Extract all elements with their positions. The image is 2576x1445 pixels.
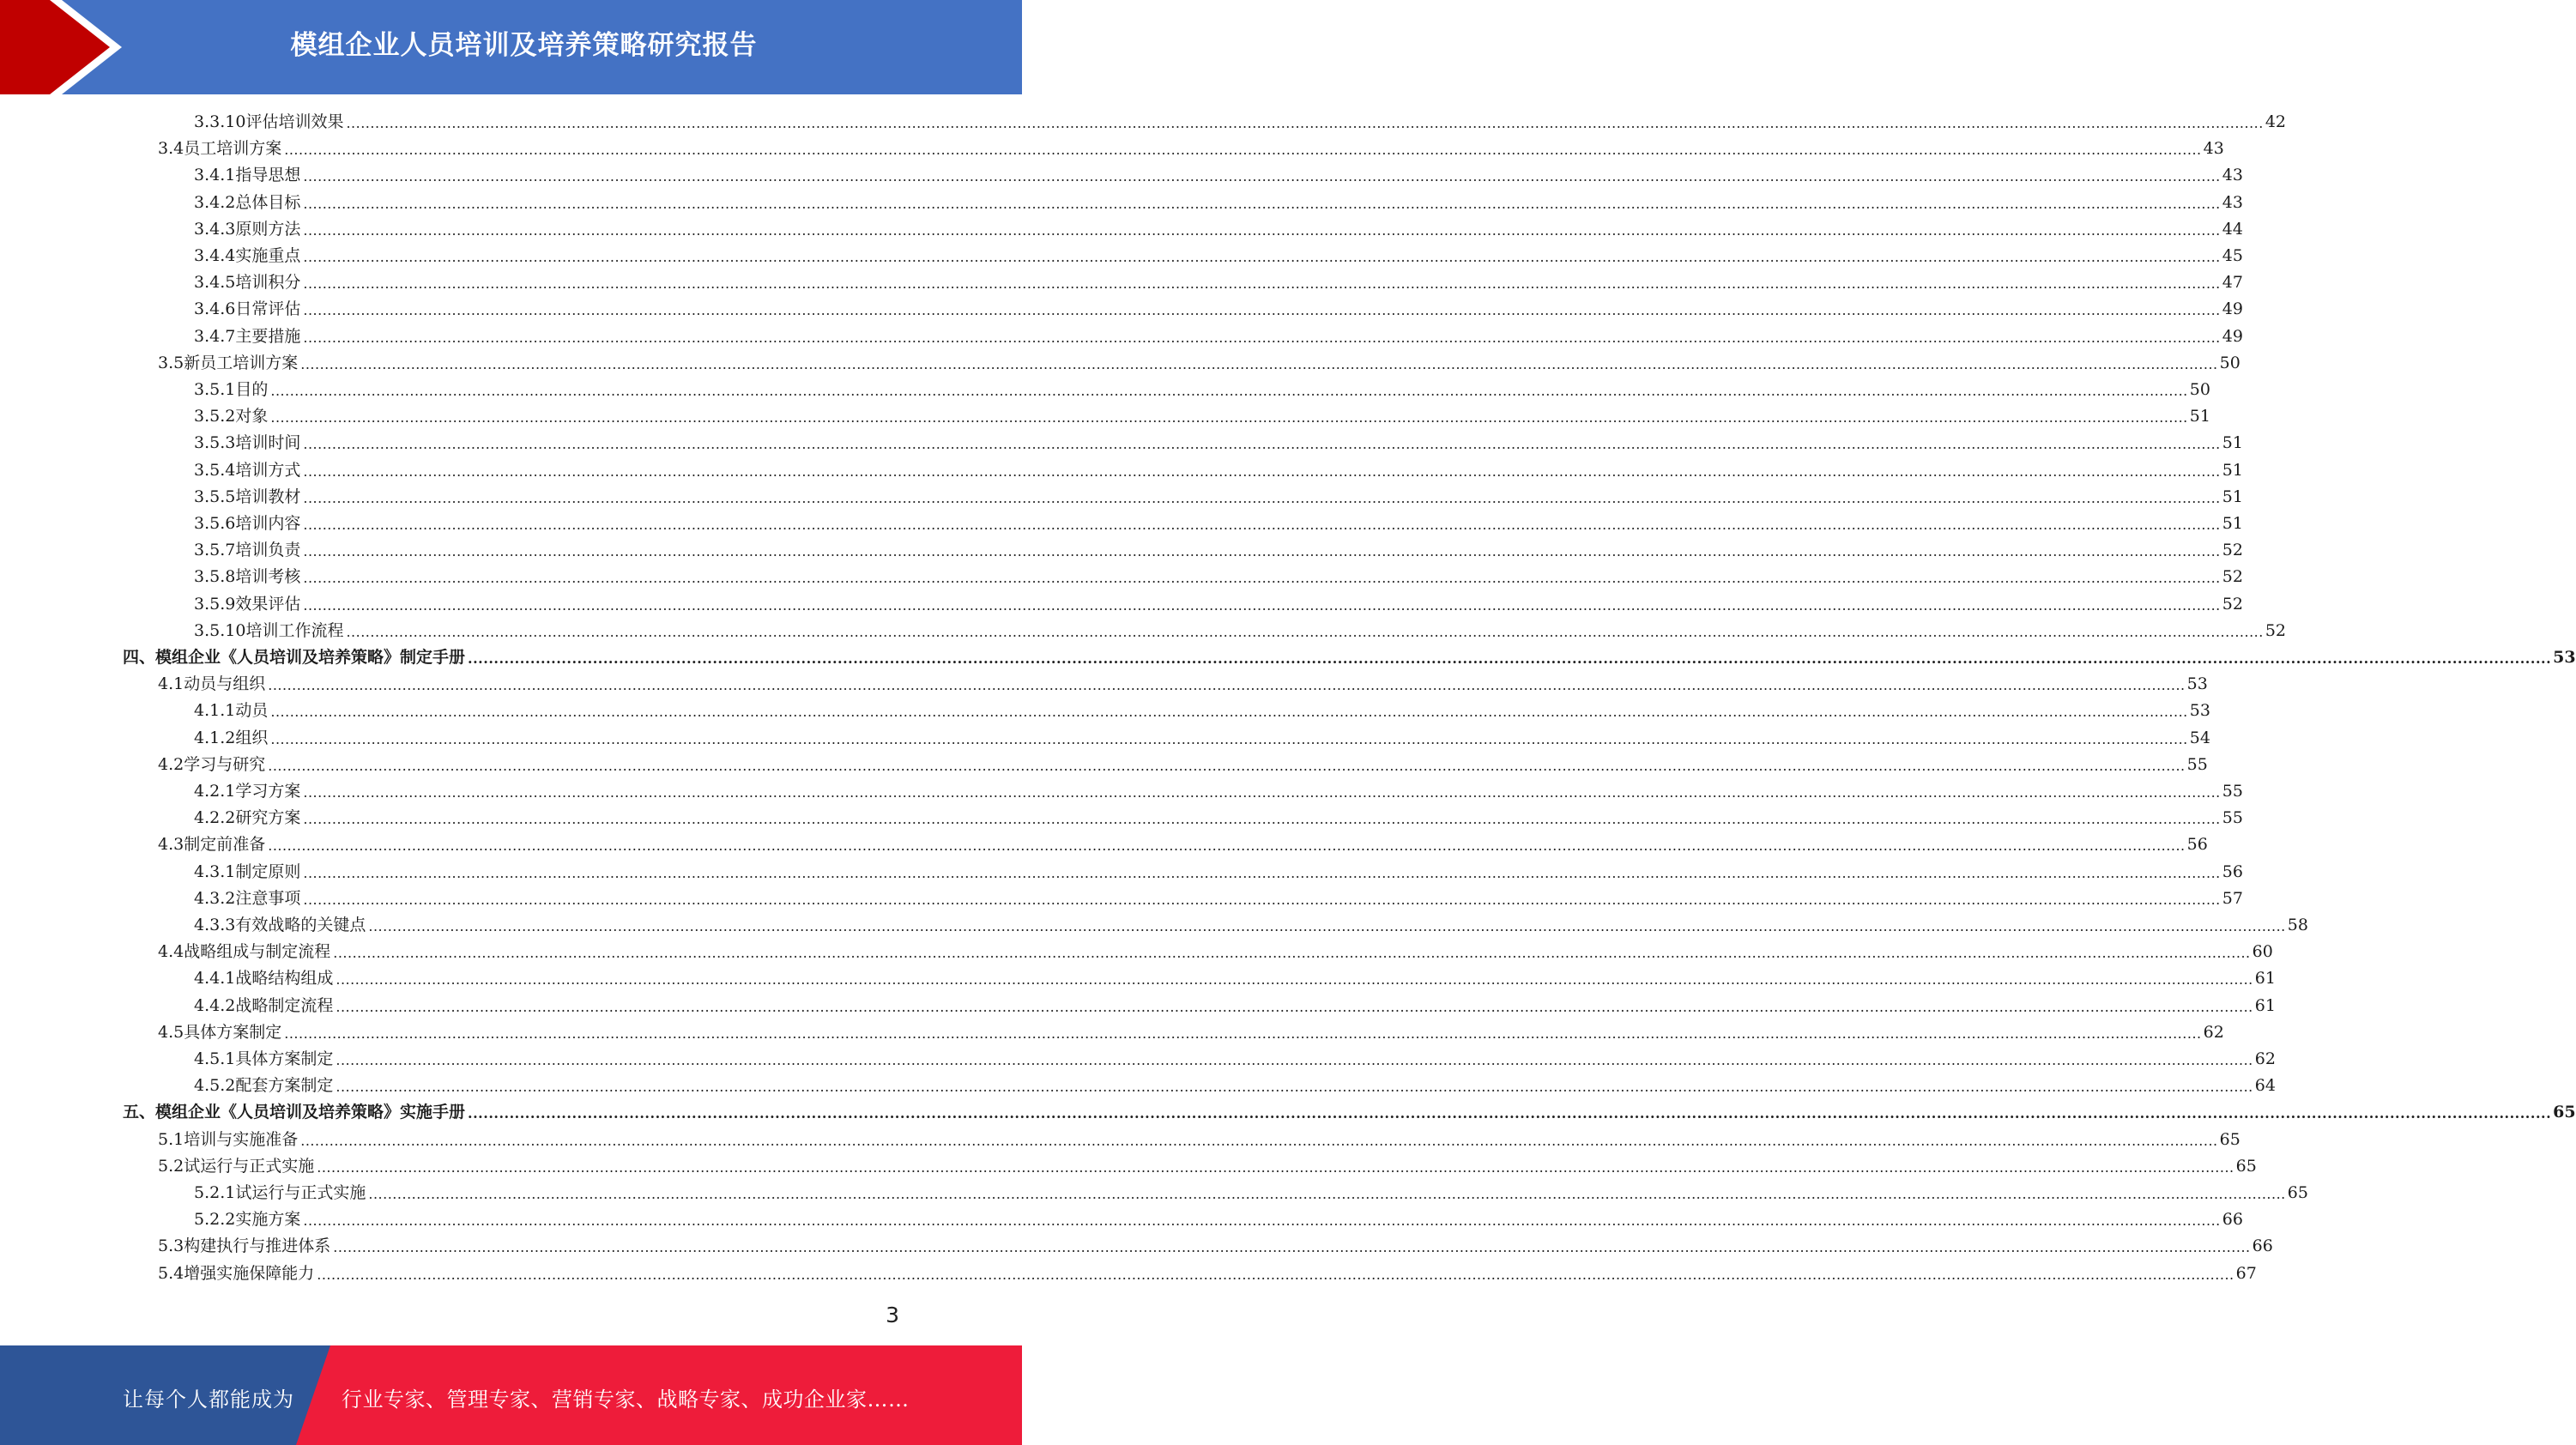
toc-entry-title: 培训教材 <box>235 487 301 506</box>
toc-dot-leader: ................................................................................................................................................................................................................................................................................................................................................................................................................ <box>333 1239 2251 1256</box>
toc-entry[interactable] <box>158 752 2208 777</box>
toc-entry[interactable] <box>194 377 2210 402</box>
toc-entry-title: 指导思想 <box>235 166 301 185</box>
toc-entry[interactable] <box>158 1261 2257 1286</box>
toc-entry-number: 3.5.4 <box>194 460 236 480</box>
toc-entry-page: 53 <box>2186 674 2208 694</box>
toc-dot-leader: ................................................................................................................................................................................................................................................................................................................................................................................................................ <box>270 383 2188 399</box>
toc-entry-number: 4.2 <box>158 754 184 774</box>
toc-entry-page: 51 <box>2222 433 2243 453</box>
toc-entry-title: 培训与实施准备 <box>184 1129 299 1149</box>
toc-entry-page: 56 <box>2222 862 2243 881</box>
toc-dot-leader: ................................................................................................................................................................................................................................................................................................................................................................................................................ <box>317 1158 2234 1176</box>
toc-dot-leader: ................................................................................................................................................................................................................................................................................................................................................................................................................ <box>317 1266 2234 1283</box>
toc-entry-number: 3.4.7 <box>194 326 236 346</box>
toc-entry-title: 模组企业《人员培训及培养策略》实施手册 <box>155 1103 466 1122</box>
toc-entry-title: 原则方法 <box>235 219 301 239</box>
toc-entry-number: 3.5.2 <box>194 407 236 426</box>
toc-entry[interactable] <box>194 457 2243 483</box>
toc-entry-title: 学习与研究 <box>184 754 266 774</box>
toc-dot-leader: ................................................................................................................................................................................................................................................................................................................................................................................................................ <box>303 543 2221 560</box>
toc-entry-page: 50 <box>2219 353 2240 372</box>
toc-entry-title: 培训工作流程 <box>245 620 344 640</box>
toc-entry-number: 3.4 <box>158 139 184 159</box>
toc-dot-leader: ................................................................................................................................................................................................................................................................................................................................................................................................................ <box>303 1212 2221 1230</box>
toc-dot-leader: ................................................................................................................................................................................................................................................................................................................................................................................................................ <box>303 195 2221 212</box>
toc-entry-title: 员工培训方案 <box>184 139 282 159</box>
toc-entry-title: 战略组成与制定流程 <box>184 942 331 962</box>
toc-entry-page: 52 <box>2222 567 2243 587</box>
toc-entry-title: 组织 <box>235 728 269 747</box>
toc-entry-number: 五、 <box>123 1103 156 1122</box>
report-title: 模组企业人员培训及培养策略研究报告 <box>290 30 758 61</box>
toc-entry-title: 培训考核 <box>235 567 301 587</box>
toc-entry-page: 65 <box>2287 1183 2308 1202</box>
toc-entry-number: 3.4.2 <box>194 192 236 212</box>
toc-entry[interactable] <box>194 109 2287 135</box>
toc-dot-leader: ................................................................................................................................................................................................................................................................................................................................................................................................................ <box>336 971 2253 989</box>
toc-entry-title: 战略制定流程 <box>235 995 334 1015</box>
toc-dot-leader: ................................................................................................................................................................................................................................................................................................................................................................................................................ <box>303 570 2221 587</box>
toc-dot-leader: ................................................................................................................................................................................................................................................................................................................................................................................................................ <box>336 998 2253 1015</box>
toc-entry[interactable] <box>158 136 2224 161</box>
toc-entry[interactable] <box>194 537 2243 563</box>
toc-entry-title: 制定前准备 <box>184 835 266 855</box>
toc-entry[interactable] <box>194 243 2243 269</box>
toc-dot-leader: ................................................................................................................................................................................................................................................................................................................................................................................................................ <box>303 275 2221 293</box>
toc-entry-page: 64 <box>2254 1076 2276 1096</box>
toc-entry-title: 具体方案制定 <box>235 1049 334 1068</box>
toc-entry-page: 43 <box>2222 166 2243 185</box>
toc-entry-title: 培训方式 <box>235 460 301 480</box>
toc-entry-page: 60 <box>2252 942 2273 962</box>
toc-entry-page: 57 <box>2222 888 2243 908</box>
toc-dot-leader: ................................................................................................................................................................................................................................................................................................................................................................................................................ <box>303 596 2221 614</box>
toc-entry-number: 3.5.10 <box>194 620 246 640</box>
toc-entry-number: 3.5.8 <box>194 567 236 587</box>
toc-entry-number: 3.5.6 <box>194 514 236 533</box>
toc-entry-title: 效果评估 <box>235 594 301 614</box>
toc-dot-leader: ................................................................................................................................................................................................................................................................................................................................................................................................................ <box>284 1025 2202 1042</box>
toc-entry[interactable] <box>158 671 2208 697</box>
toc-entry-number: 4.3.1 <box>194 862 236 881</box>
toc-entry-title: 培训时间 <box>235 433 301 453</box>
toc-dot-leader: ................................................................................................................................................................................................................................................................................................................................................................................................................ <box>303 221 2221 239</box>
toc-entry[interactable] <box>158 939 2273 964</box>
toc-dot-leader: ................................................................................................................................................................................................................................................................................................................................................................................................................ <box>284 142 2202 159</box>
toc-entry-number: 4.1.1 <box>194 701 236 721</box>
toc-entry-title: 有效战略的关键点 <box>235 916 366 934</box>
toc-entry-number: 5.4 <box>158 1263 184 1283</box>
footer-slogan-right: 行业专家、管理专家、营销专家、战略专家、成功企业家…… <box>342 1388 910 1412</box>
toc-entry-number: 5.3 <box>158 1236 184 1256</box>
toc-entry[interactable] <box>194 484 2243 510</box>
page-header <box>0 0 1022 94</box>
toc-entry-number: 4.5.2 <box>194 1076 236 1096</box>
toc-entry-title: 实施重点 <box>235 246 301 265</box>
toc-entry-number: 4.2.2 <box>194 808 236 828</box>
toc-entry-title: 构建执行与推进体系 <box>184 1236 331 1256</box>
toc-entry-page: 66 <box>2252 1236 2273 1256</box>
toc-entry-number: 3.5.9 <box>194 594 236 614</box>
toc-entry-page: 55 <box>2222 808 2243 828</box>
toc-entry-page: 53 <box>2189 701 2210 721</box>
page-footer <box>0 1345 1022 1445</box>
toc-entry[interactable] <box>194 216 2243 242</box>
toc-dot-leader: ................................................................................................................................................................................................................................................................................................................................................................................................................ <box>368 1186 2286 1202</box>
toc-entry[interactable] <box>158 831 2208 857</box>
toc-entry-page: 45 <box>2222 246 2243 265</box>
toc-entry-title: 注意事项 <box>235 888 301 908</box>
toc-entry-page: 54 <box>2189 728 2210 747</box>
toc-dot-leader: ................................................................................................................................................................................................................................................................................................................................................................................................................ <box>303 891 2221 908</box>
toc-entry-title: 研究方案 <box>235 808 301 828</box>
toc-entry-title: 学习方案 <box>235 782 301 801</box>
toc-entry-page: 51 <box>2189 407 2210 426</box>
toc-entry[interactable] <box>194 912 2308 938</box>
toc-entry-number: 5.2 <box>158 1156 184 1176</box>
toc-dot-leader: ................................................................................................................................................................................................................................................................................................................................................................................................................ <box>268 757 2186 774</box>
toc-entry-page: 44 <box>2222 219 2243 239</box>
toc-entry-title: 总体目标 <box>235 192 301 212</box>
toc-entry[interactable] <box>123 644 2576 670</box>
toc-entry-title: 实施方案 <box>235 1210 301 1230</box>
toc-entry-page: 66 <box>2222 1210 2243 1230</box>
toc-entry-page: 51 <box>2222 514 2243 533</box>
toc-entry[interactable] <box>194 886 2243 911</box>
toc-entry-number: 3.4.4 <box>194 246 236 265</box>
toc-entry-number: 5.1 <box>158 1129 184 1149</box>
toc-entry-number: 4.4 <box>158 942 184 962</box>
toc-entry-page: 55 <box>2186 754 2208 774</box>
toc-dot-leader: ................................................................................................................................................................................................................................................................................................................................................................................................................ <box>303 249 2221 265</box>
toc-entry[interactable] <box>194 403 2210 429</box>
toc-entry[interactable] <box>158 1233 2273 1259</box>
toc-entry[interactable] <box>194 859 2243 885</box>
toc-dot-leader: ................................................................................................................................................................................................................................................................................................................................................................................................................ <box>303 864 2221 881</box>
toc-dot-leader: ................................................................................................................................................................................................................................................................................................................................................................................................................ <box>303 168 2221 185</box>
toc-entry-page: 49 <box>2222 326 2243 346</box>
toc-entry-page: 58 <box>2287 916 2308 934</box>
toc-entry-title: 增强实施保障能力 <box>184 1263 315 1283</box>
toc-entry-number: 3.4.5 <box>194 273 236 293</box>
toc-entry-number: 4.1 <box>158 674 184 694</box>
toc-entry-page: 51 <box>2222 487 2243 506</box>
toc-entry-page: 51 <box>2222 460 2243 480</box>
toc-dot-leader: ................................................................................................................................................................................................................................................................................................................................................................................................................ <box>303 811 2221 828</box>
toc-entry-page: 50 <box>2189 380 2210 399</box>
toc-entry-page: 65 <box>2219 1129 2240 1149</box>
toc-entry-number: 4.1.2 <box>194 728 236 747</box>
toc-entry[interactable] <box>194 778 2243 804</box>
toc-entry-title: 战略结构组成 <box>235 969 334 989</box>
toc-entry-number: 3.4.1 <box>194 166 236 185</box>
toc-entry-number: 4.4.2 <box>194 995 236 1015</box>
toc-dot-leader: ................................................................................................................................................................................................................................................................................................................................................................................................................ <box>336 1079 2253 1096</box>
toc-entry-title: 配套方案制定 <box>235 1076 334 1096</box>
toc-dot-leader: ................................................................................................................................................................................................................................................................................................................................................................................................................ <box>303 517 2221 533</box>
toc-entry-page: 65 <box>2235 1156 2257 1176</box>
toc-dot-leader: ................................................................................................................................................................................................................................................................................................................................................................................................................ <box>336 1052 2253 1068</box>
toc-entry[interactable] <box>158 1127 2240 1152</box>
footer-slogan-left: 让每个人都能成为 <box>123 1388 294 1412</box>
toc-dot-leader: ................................................................................................................................................................................................................................................................................................................................................................................................................ <box>346 623 2264 640</box>
toc-entry-title: 具体方案制定 <box>184 1022 282 1042</box>
toc-entry-title: 试运行与正式实施 <box>235 1183 366 1202</box>
toc-dot-leader: ................................................................................................................................................................................................................................................................................................................................................................................................................ <box>268 837 2186 855</box>
toc-dot-leader: ................................................................................................................................................................................................................................................................................................................................................................................................................ <box>303 463 2221 480</box>
toc-entry-number: 3.3.10 <box>194 112 246 131</box>
toc-entry[interactable] <box>123 1099 2576 1125</box>
toc-entry-number: 3.5.3 <box>194 433 236 453</box>
toc-dot-leader: ................................................................................................................................................................................................................................................................................................................................................................................................................ <box>300 355 2218 372</box>
toc-dot-leader: ................................................................................................................................................................................................................................................................................................................................................................................................................ <box>333 945 2251 962</box>
toc-entry-page: 42 <box>2265 112 2287 131</box>
toc-entry[interactable] <box>194 430 2243 456</box>
toc-entry-title: 主要措施 <box>235 326 301 346</box>
toc-entry[interactable] <box>194 1206 2243 1232</box>
toc-entry-page: 43 <box>2222 192 2243 212</box>
toc-entry-title: 动员与组织 <box>184 674 266 694</box>
toc-dot-leader: ................................................................................................................................................................................................................................................................................................................................................................................................................ <box>303 302 2221 319</box>
toc-entry-title: 评估培训效果 <box>245 112 344 131</box>
toc-dot-leader: ................................................................................................................................................................................................................................................................................................................................................................................................................ <box>268 677 2186 694</box>
toc-entry-page: 52 <box>2222 594 2243 614</box>
toc-entry[interactable] <box>194 805 2243 831</box>
toc-entry[interactable] <box>194 698 2210 723</box>
toc-entry-number: 5.2.2 <box>194 1210 236 1230</box>
toc-entry-number: 4.5.1 <box>194 1049 236 1068</box>
toc-dot-leader: ................................................................................................................................................................................................................................................................................................................................................................................................................ <box>346 115 2264 131</box>
toc-entry-number: 3.5.1 <box>194 380 236 399</box>
toc-entry[interactable] <box>194 296 2243 322</box>
toc-entry-title: 试运行与正式实施 <box>184 1156 315 1176</box>
toc-entry-number: 3.5.7 <box>194 541 236 560</box>
toc-entry-page: 52 <box>2265 620 2287 640</box>
toc-entry-page: 47 <box>2222 273 2243 293</box>
toc-entry[interactable] <box>194 162 2243 188</box>
toc-entry-page: 55 <box>2222 782 2243 801</box>
toc-entry-page: 67 <box>2235 1263 2257 1283</box>
toc-entry-title: 日常评估 <box>235 299 301 319</box>
toc-entry-page: 49 <box>2222 299 2243 319</box>
page-number: 3 <box>886 1303 899 1327</box>
toc-entry[interactable] <box>194 564 2243 589</box>
toc-entry-title: 培训积分 <box>235 273 301 293</box>
toc-entry-page: 53 <box>2553 648 2576 667</box>
toc-entry-title: 培训负责 <box>235 541 301 560</box>
toc-entry-page: 43 <box>2203 139 2224 159</box>
toc-entry-title: 目的 <box>235 380 269 399</box>
toc-entry[interactable] <box>194 190 2243 215</box>
toc-entry-page: 52 <box>2222 541 2243 560</box>
toc-entry-title: 对象 <box>235 407 269 426</box>
toc-entry-page: 61 <box>2254 995 2276 1015</box>
toc-entry-number: 3.5 <box>158 353 184 372</box>
toc-entry-number: 4.3.3 <box>194 916 236 934</box>
toc-entry[interactable] <box>194 618 2287 644</box>
toc-dot-leader: ................................................................................................................................................................................................................................................................................................................................................................................................................ <box>303 489 2221 506</box>
toc-entry-page: 62 <box>2203 1022 2224 1042</box>
toc-entry[interactable] <box>158 1153 2257 1179</box>
toc-dot-leader: ................................................................................................................................................................................................................................................................................................................................................................................................................ <box>303 784 2221 801</box>
toc-entry[interactable] <box>194 993 2276 1019</box>
toc-entry-number: 3.4.3 <box>194 219 236 239</box>
toc-entry[interactable] <box>194 1073 2276 1098</box>
toc-dot-leader: ................................................................................................................................................................................................................................................................................................................................................................................................................ <box>468 1105 2552 1122</box>
toc-entry-number: 4.5 <box>158 1022 184 1042</box>
toc-entry-title: 动员 <box>235 701 269 721</box>
toc-entry[interactable] <box>194 323 2243 349</box>
toc-entry-title: 培训内容 <box>235 514 301 533</box>
toc-entry-page: 62 <box>2254 1049 2276 1068</box>
toc-entry[interactable] <box>194 591 2243 617</box>
toc-entry-page: 61 <box>2254 969 2276 989</box>
toc-entry-number: 四、 <box>123 648 156 667</box>
toc-entry-number: 4.3 <box>158 835 184 855</box>
toc-dot-leader: ................................................................................................................................................................................................................................................................................................................................................................................................................ <box>270 730 2188 747</box>
toc-dot-leader: ................................................................................................................................................................................................................................................................................................................................................................................................................ <box>468 650 2552 667</box>
toc-entry-page: 56 <box>2186 835 2208 855</box>
toc-dot-leader: ................................................................................................................................................................................................................................................................................................................................................................................................................ <box>303 329 2221 346</box>
toc-entry[interactable] <box>194 725 2210 751</box>
toc-dot-leader: ................................................................................................................................................................................................................................................................................................................................................................................................................ <box>300 1132 2218 1149</box>
toc-entry-number: 4.3.2 <box>194 888 236 908</box>
toc-entry-number: 3.4.6 <box>194 299 236 319</box>
toc-entry-title: 模组企业《人员培训及培养策略》制定手册 <box>155 648 466 667</box>
toc-entry[interactable] <box>158 1019 2224 1045</box>
toc-entry[interactable] <box>194 269 2243 295</box>
toc-dot-leader: ................................................................................................................................................................................................................................................................................................................................................................................................................ <box>303 436 2221 453</box>
toc-entry-number: 3.5.5 <box>194 487 236 506</box>
toc-entry[interactable] <box>194 511 2243 536</box>
toc-entry-number: 4.2.1 <box>194 782 236 801</box>
toc-entry[interactable] <box>194 1180 2308 1206</box>
toc-entry-title: 制定原则 <box>235 862 301 881</box>
toc-entry[interactable] <box>194 1046 2276 1072</box>
toc-entry-title: 新员工培训方案 <box>184 353 299 372</box>
toc-dot-leader: ................................................................................................................................................................................................................................................................................................................................................................................................................ <box>270 409 2188 426</box>
toc-dot-leader: ................................................................................................................................................................................................................................................................................................................................................................................................................ <box>270 704 2188 721</box>
toc-entry-page: 65 <box>2553 1103 2576 1122</box>
toc-entry[interactable] <box>194 965 2276 991</box>
toc-entry-number: 5.2.1 <box>194 1183 236 1202</box>
toc-entry[interactable] <box>158 350 2240 376</box>
toc-entry-number: 4.4.1 <box>194 969 236 989</box>
toc-dot-leader: ................................................................................................................................................................................................................................................................................................................................................................................................................ <box>368 918 2286 934</box>
